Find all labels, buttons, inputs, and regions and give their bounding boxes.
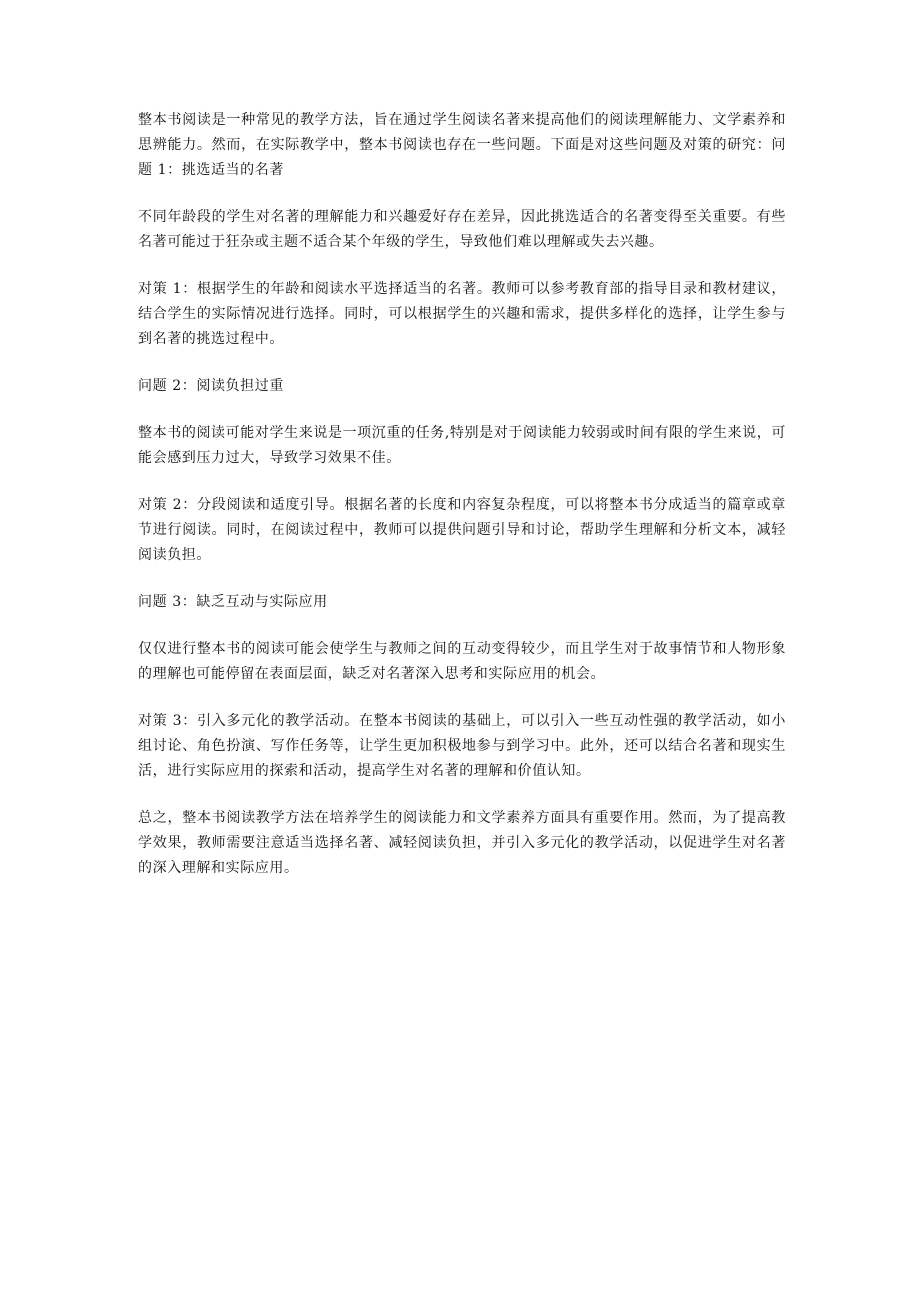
document-body <box>138 108 786 903</box>
problem-2-heading: 问题 2：阅读负担过重 <box>138 378 284 394</box>
strategy-3-paragraph: 对策 3：引入多元化的教学活动。在整本书阅读的基础上，可以引入一些互动性强的教学活动，如小组讨论、角色扮演、写作任务等，让学生更加积极地参与到学习中。此外，还可以结合名著和现实生活，进行实际应用的探索和活动，提高学生对名著的理解和价值认知。 <box>138 713 786 779</box>
conclusion-paragraph: 总之，整本书阅读教学方法在培养学生的阅读能力和文学素养方面具有重要作用。然而，为了提高教学效果，教师需要注意适当选择名著、减轻阅读负担，并引入多元化的教学活动，以促进学生对名著的深入理解和实际应用。 <box>138 810 786 876</box>
problem-1-description: 不同年龄段的学生对名著的理解能力和兴趣爱好存在差异，因此挑选适合的名著变得至关重要。有些名著可能过于狂杂或主题不适合某个年级的学生，导致他们难以理解或失去兴趣。 <box>138 209 786 250</box>
problem-3-description: 仅仅进行整本书的阅读可能会使学生与教师之间的互动变得较少，而且学生对于故事情节和人物形象的理解也可能停留在表面层面，缺乏对名著深入思考和实际应用的机会。 <box>138 641 786 682</box>
problem-2-description: 整本书的阅读可能对学生来说是一项沉重的任务,特别是对于阅读能力较弱或时间有限的学生来说，可能会感到压力过大，导致学习效果不佳。 <box>138 425 786 466</box>
problem-3-heading: 问题 3：缺乏互动与实际应用 <box>138 594 328 610</box>
strategy-2-paragraph: 对策 2：分段阅读和适度引导。根据名著的长度和内容复杂程度，可以将整本书分成适当的篇章或章节进行阅读。同时，在阅读过程中，教师可以提供问题引导和讨论，帮助学生理解和分析文本，减轻阅读负担。 <box>138 497 786 563</box>
intro-paragraph: 整本书阅读是一种常见的教学方法，旨在通过学生阅读名著来提高他们的阅读理解能力、文学素养和思辨能力。然而，在实际教学中，整本书阅读也存在一些问题。下面是对这些问题及对策的研究：问题 1：挑选适当的名著 <box>138 112 786 178</box>
strategy-1-paragraph: 对策 1：根据学生的年龄和阅读水平选择适当的名著。教师可以参考教育部的指导目录和教材建议，结合学生的实际情况进行选择。同时，可以根据学生的兴趣和需求，提供多样化的选择，让学生参与到名著的挑选过程中。 <box>138 281 786 347</box>
